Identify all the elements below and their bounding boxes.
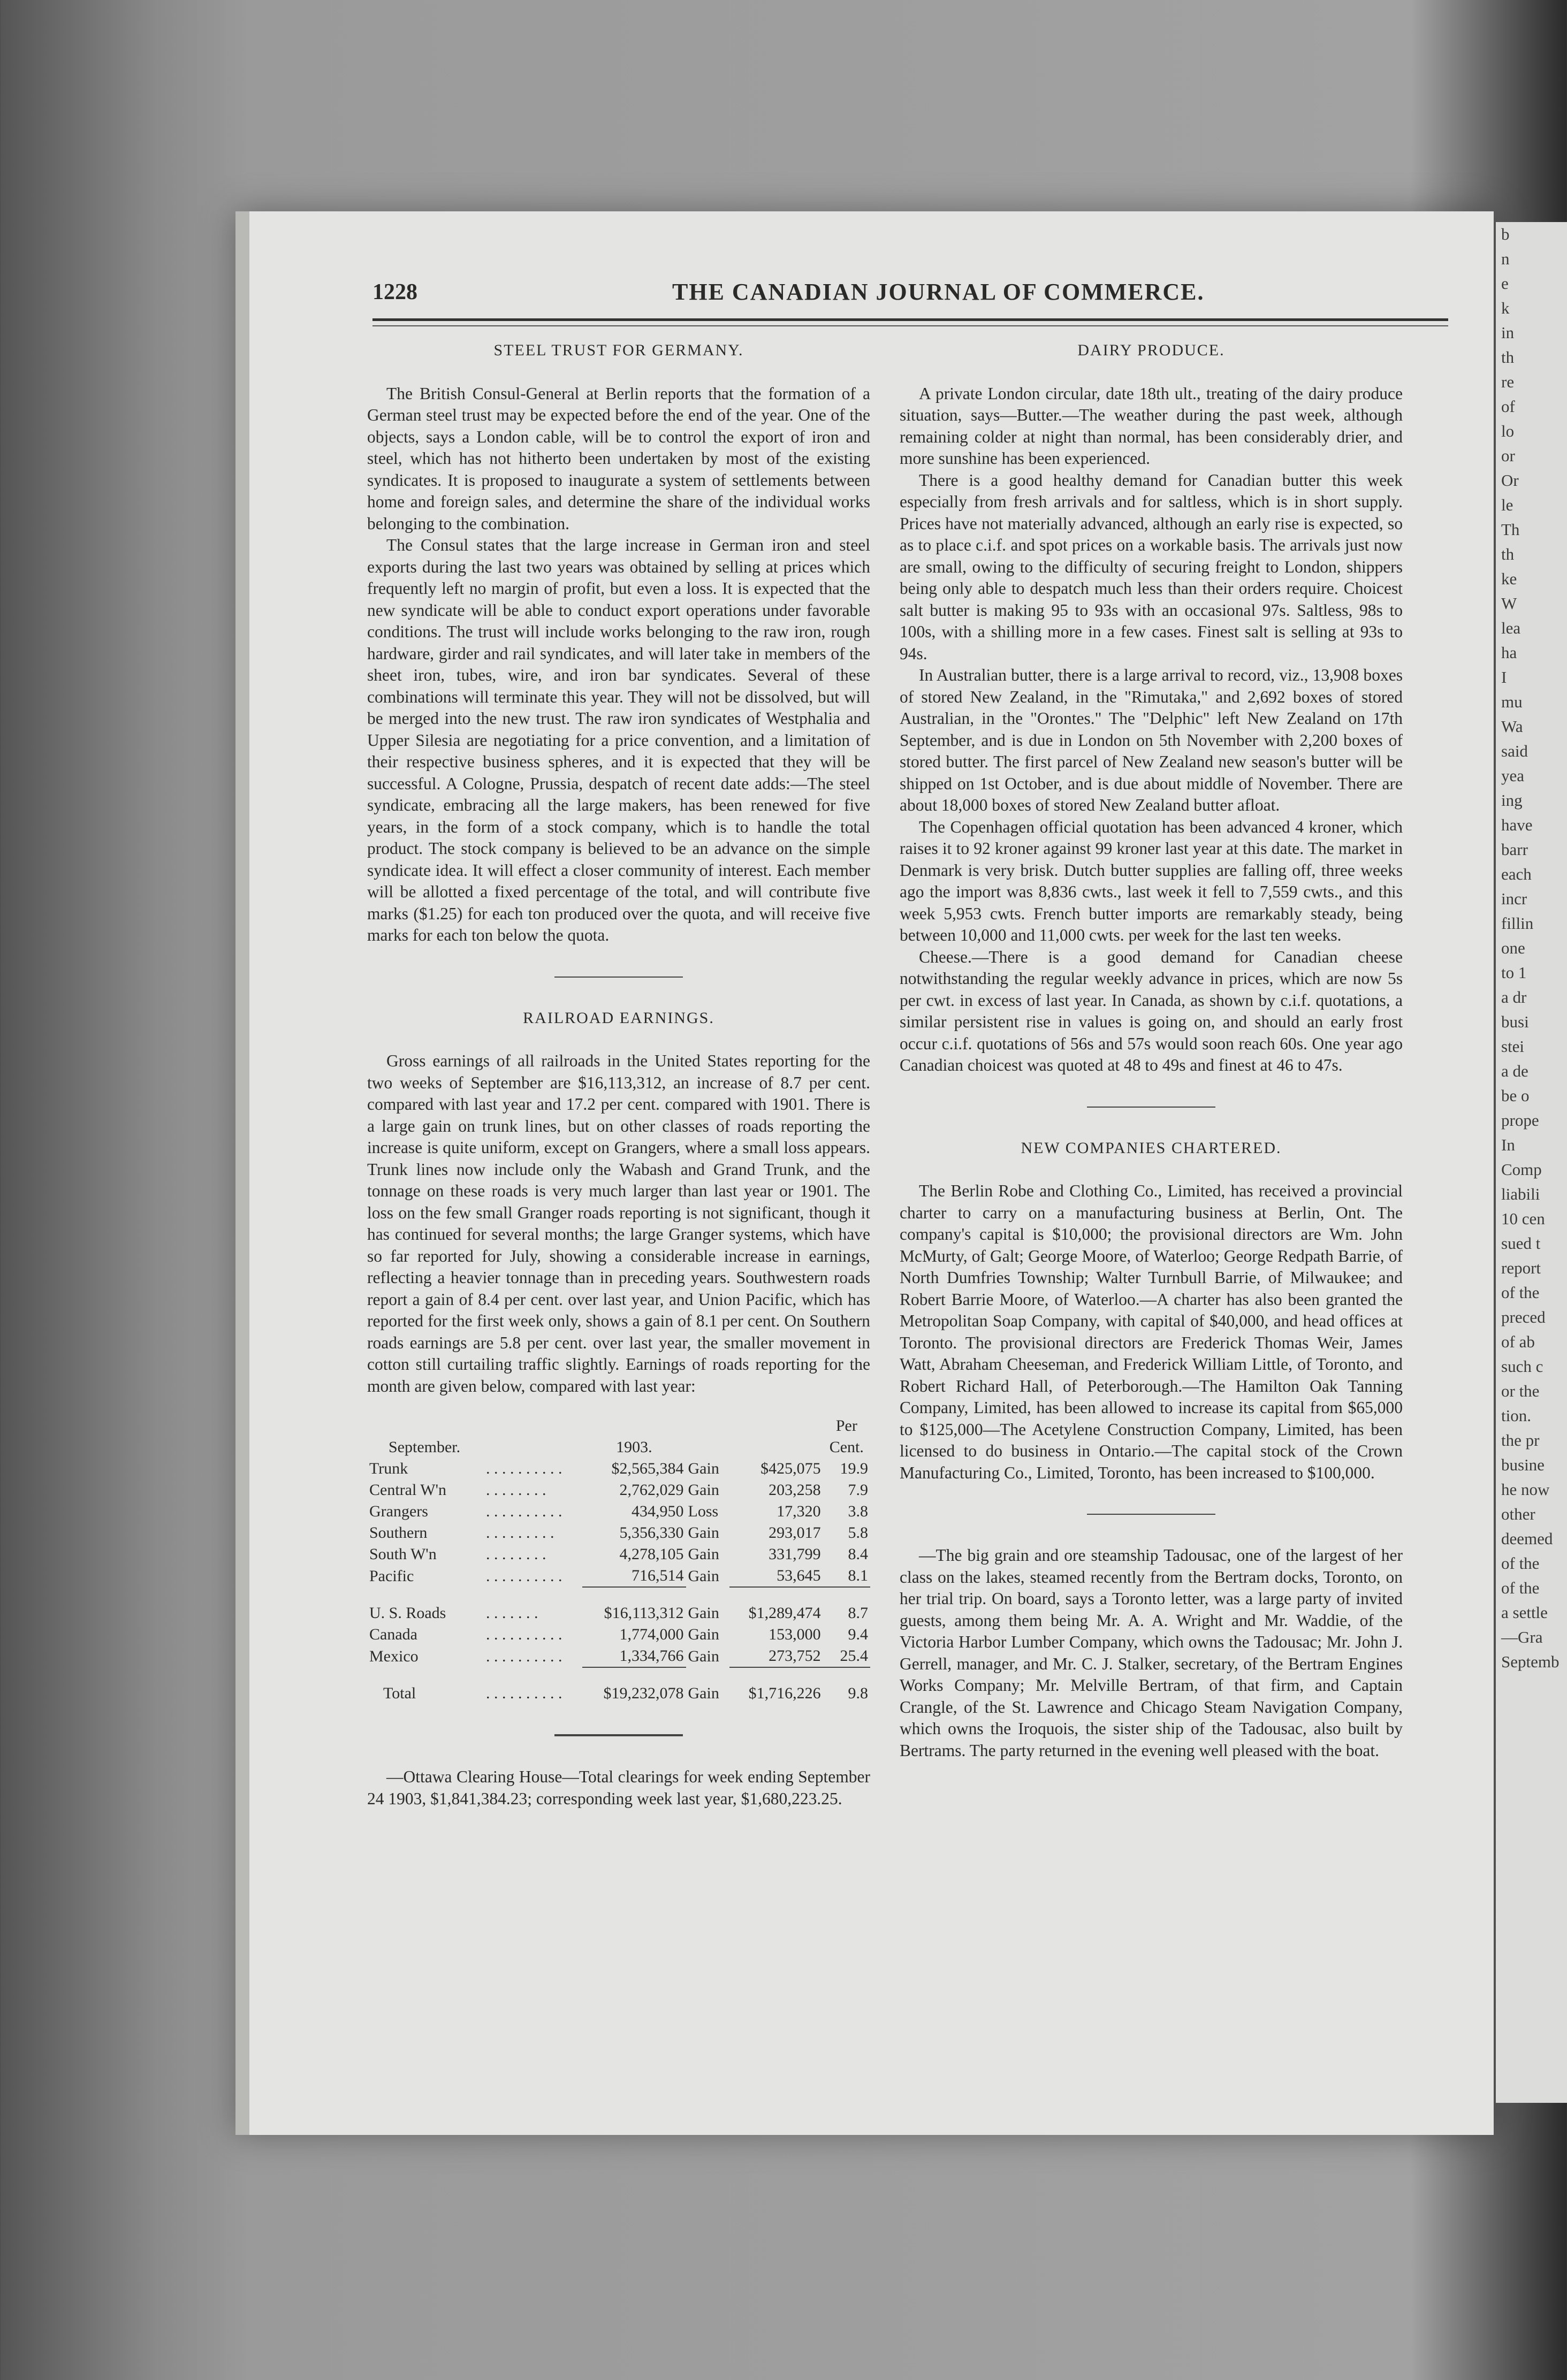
row-1903: 1,334,766 [582,1645,686,1667]
col-head-1903: 1903. [616,1438,652,1456]
adjacent-page-text-fragment: liabili [1501,1185,1540,1203]
steel-trust-heading: STEEL TRUST FOR GERMANY. [493,341,744,359]
table-row [367,1479,870,1501]
dairy-heading: DAIRY PRODUCE. [1077,341,1225,359]
adjacent-page-text-fragment: Wa [1501,717,1523,736]
row-pct: 7.9 [848,1481,868,1499]
row-dir: Gain [688,1545,719,1563]
dairy-paragraph-1: A private London circular, date 18th ult., treating of the dairy produce situation, says—Butter.—The weather during the past week, although remaining colder at night than normal, has been considerably drier, and more sunshine has been experienced. [900,384,1403,468]
adjacent-page-text-fragment: Or [1501,471,1519,490]
adjacent-page-text-fragment: have [1501,815,1533,834]
dairy-paragraph-2: There is a good healthy demand for Canadian butter this week especially from fresh arrivals and for saltless, which is in short supply. Prices have not materially advanced, although an early rise is expected, so as to place c.i.f. and spot prices on a workable basis. The arrivals just now are small, owing to the difficulty of securing freight to London, shippers being only able to despatch much less than their orders require. Choicest salt butter is making 95 to 93s with an occasional 97s. Saltless, 98s to 100s, with a shilling more in a few cases. Finest salt is selling at 93s to 94s. [900,470,1403,663]
table-row [367,1603,870,1624]
adjacent-page-text-fragment: stei [1501,1037,1525,1056]
page-number: 1228 [372,280,417,304]
row-name: Canada [369,1626,417,1643]
row-dots: . . . . . . . . . . [485,1567,562,1585]
row-dots: . . . . . . . . . . [485,1647,562,1665]
row-pct: 25.4 [823,1645,870,1667]
row-dir: Gain [688,1626,719,1643]
row-name: U. S. Roads [369,1604,446,1622]
header-rule-thin [372,325,1448,326]
adjacent-page-text-fragment: —Gra [1501,1628,1543,1646]
row-1903: 4,278,105 [619,1545,684,1563]
adjacent-page-text-fragment: th [1501,545,1515,563]
adjacent-page-text-fragment: said [1501,742,1528,760]
col-head-per: Per [835,1417,857,1435]
journal-page [235,211,1494,2135]
adjacent-page-text-fragment: barr [1501,840,1528,859]
row-name: Grangers [369,1502,428,1520]
adjacent-page-text-fragment: each [1501,865,1532,883]
row-pct: 8.4 [848,1545,868,1563]
row-1903: $16,113,312 [604,1604,684,1622]
row-1903: 1,774,000 [619,1626,684,1643]
adjacent-page-text-fragment: of ab [1501,1332,1535,1351]
right-column [900,334,1403,1761]
row-dir: Loss [688,1502,719,1520]
row-diff: 153,000 [769,1626,821,1643]
row-pct: 5.8 [848,1524,868,1542]
row-dots: . . . . . . . . [485,1481,546,1499]
left-column [367,334,870,1810]
row-name: Mexico [369,1647,419,1665]
row-pct: 9.8 [848,1684,868,1702]
adjacent-page-text-fragment: k [1501,299,1510,317]
adjacent-page-text-fragment: a dr [1501,988,1527,1006]
col-head-september: September. [389,1438,461,1456]
row-dir: Gain [688,1460,719,1477]
row-dir: Gain [688,1604,719,1622]
adjacent-page-text-fragment: ke [1501,569,1517,588]
row-1903: $2,565,384 [611,1460,684,1477]
row-dir: Gain [688,1481,719,1499]
row-dots: . . . . . . . . . . [485,1684,562,1702]
row-pct: 8.1 [823,1565,870,1587]
row-name: Pacific [369,1567,414,1585]
row-diff: 273,752 [729,1645,823,1667]
dairy-paragraph-3: In Australian butter, there is a large arrival to record, viz., 13,908 boxes of stored New Zealand, in the "Rimutaka," and 2,692 boxes of stored Australian, in the "Orontes." The "Delphic" left New Zealand on 17th September, and is due in London on 5th November with 2,200 boxes of stored butter. The first parcel of New Zealand new season's butter will be shipped on 1st October, and is due about middle of November. There are about 18,000 boxes of stored New Zealand butter afloat. [900,666,1403,814]
section-divider [554,1734,683,1736]
adjacent-page-text-fragment: ha [1501,643,1517,662]
railroad-paragraph: Gross earnings of all railroads in the United States reporting for the two weeks of September are $16,113,312, an increase of 8.7 per cent. compared with last year and 17.2 per cent. compared with 1901. There is a large gain on trunk lines, but on other classes of roads reporting the increase is quite uniform, except on Grangers, where a small loss appears. Trunk lines now include only the Wabash and Grand Trunk, and the tonnage on these roads is very much larger than last year or 1901. The loss on the few small Granger roads reporting is not significant, though it has continued for several months; the large Granger systems, which have so far reported for July, showing a considerable increase in earnings, reflecting a heavier tonnage than in preceding years. Southwestern roads report a gain of 8.4 per cent. over last year, and Union Pacific, which has reported for the first week only, shows a gain of 8.1 per cent. On Southern roads earnings are 5.8 per cent. over last year, the smaller movement in cotton still curtailing traffic slightly. Earnings of roads reporting for the month are given below, compared with last year: [367,1051,870,1395]
adjacent-page-text-fragment: b [1501,225,1510,243]
adjacent-page-text-fragment: such c [1501,1357,1543,1376]
tadousac-paragraph: —The big grain and ore steamship Tadousac, one of the largest of her class on the lakes, steamed recently from the Bertram docks, Toronto, on her trial trip. On board, says a Toronto letter, was a large party of invited guests, among them being Mr. A. A. Wright and Mr. Waddie, of the Victoria Harbor Lumber Company, which owns the Tadousac; Mr. John J. Gerrell, manager, and Mr. C. J. Stalker, secretary, of the Bertram Engines Works Company; Mr. Melville Bertram, of that firm, and Captain Crangle, of the St. Lawrence and Chicago Steam Navigation Company, which owns the Iroquois, the sister ship of the Tadousac, also built by Bertrams. The party returned in the evening well pleased with the boat. [900,1546,1403,1760]
row-1903: 434,950 [632,1502,684,1520]
row-1903: $19,232,078 [603,1684,684,1702]
adjacent-page-text-fragment: lea [1501,619,1521,637]
row-dots: . . . . . . . . . . [485,1502,562,1520]
section-divider [554,977,683,978]
row-dir: Gain [688,1684,719,1702]
companies-paragraph: The Berlin Robe and Clothing Co., Limited, has received a provincial charter to carry on a manufacturing business at Berlin, Ont. The company's capital is $10,000; the provisional directors are Wm. John McMurty, of Galt; George Moore, of Waterloo; George Redpath Barrie, of North Dumfries Township; Walter Turnbull Barrie, of Milwaukee; and Robert Barrie Moore, of Waterloo.—A charter has also been granted the Metropolitan Soap Company, with capital of $40,000, and head offices at Toronto. The provisional directors are Frederick Thomas Weir, James Watt, Abraham Cheeseman, and Frederick William Little, of Toronto, and Robert Richard Hall, of Peterborough.—The Hamilton Oak Tanning Company, Limited, has been allowed to increase its capital from $65,000 to $125,000—The Acetylene Construction Company, Limited, has been licensed to do business in Ontario.—The capital stock of the Crown Manufacturing Co., Limited, Toronto, has been increased to $100,000. [900,1181,1403,1482]
row-dots: . . . . . . . [485,1604,538,1622]
adjacent-page-text-fragment: or [1501,446,1515,465]
adjacent-page-fragment [1496,222,1567,2103]
adjacent-page-text-fragment: tion. [1501,1406,1531,1425]
adjacent-page-text-fragment: of [1501,397,1515,416]
adjacent-page-text-fragment: re [1501,372,1515,391]
adjacent-page-text-fragment: In [1501,1135,1515,1154]
adjacent-page-text-fragment: W [1501,594,1517,613]
table-row [367,1522,870,1544]
row-dots: . . . . . . . . . . [485,1626,562,1643]
row-name: Total [383,1684,416,1702]
adjacent-page-text-fragment: n [1501,249,1510,268]
adjacent-page-text-fragment: ing [1501,791,1523,810]
row-diff: $1,716,226 [748,1684,821,1702]
row-dir: Gain [688,1567,719,1585]
row-diff: 53,645 [729,1565,823,1587]
dairy-paragraph-4: The Copenhagen official quotation has been advanced 4 kroner, which raises it to 92 kroner against 99 kroner last year at this date. The market in Denmark is very brisk. Dutch butter supplies are falling off, three weeks ago the import was 8,836 cwts., last week it fell to 7,559 cwts., and this week 5,953 cwts. French butter imports are remarkably steady, being between 10,000 and 11,000 cwts. per week for the last ten weeks. [900,817,1403,944]
adjacent-page-text-fragment: of the [1501,1283,1540,1302]
table-head-row [367,1437,870,1458]
row-diff: $425,075 [760,1460,821,1477]
row-diff: 203,258 [769,1481,821,1499]
adjacent-page-text-fragment: yea [1501,766,1525,785]
adjacent-page-text-fragment: of the [1501,1554,1540,1573]
adjacent-page-text-fragment: lo [1501,422,1515,440]
adjacent-page-text-fragment: sued t [1501,1234,1541,1253]
page-header [372,274,1448,317]
row-pct: 3.8 [848,1502,868,1520]
table-head-row [367,1415,870,1437]
row-1903: 716,514 [582,1565,686,1587]
adjacent-page-text-fragment: deemed [1501,1529,1553,1548]
row-name: South W'n [369,1545,437,1563]
dairy-paragraph-5: Cheese.—There is a good demand for Canadian cheese notwithstanding the regular weekly advance in prices, which are now 5s per cwt. in excess of last year. In Canada, as shown by c.i.f. quotations, a similar persistent rise in values is going on, and should an early frost occur c.i.f. quotations of 56s and 57s would soon reach 60s. One year ago Canadian choicest was quoted at 48 to 49s and finest at 46 to 47s. [900,947,1403,1074]
table-row [367,1501,870,1522]
railroad-heading: RAILROAD EARNINGS. [523,1009,714,1027]
adjacent-page-text-fragment: busine [1501,1455,1545,1474]
adjacent-page-text-fragment: one [1501,939,1525,957]
section-divider [1087,1107,1215,1108]
steel-trust-paragraph-2: The Consul states that the large increase in German iron and steel exports during the last two years was obtained by selling at prices which frequently left no margin of profit, but even a loss. It is expected that the new syndicate will be able to conduct export operations under favorable conditions. The trust will include works belonging to the raw iron, rough hardware, girder and rail syndicates, and will later take in members of the sheet iron, tubes, wire, and iron bar syndicates. Several of these combinations will terminate this year. They will not be dissolved, but will be merged into the new trust. The raw iron syndicates of Westphalia and Upper Silesia are negotiating for a price convention, and a limitation of their respective business spheres, and it is expected that they will be successful. A Cologne, Prussia, despatch of recent date adds:—The steel syndicate, embracing all the large makers, has been renewed for five years, in the form of a stock company, which is to handle the total product. The stock company is believed to be an advance on the simple syndicate idea. It will effect a closer community of interest. Each member will be allotted a fixed percentage of the total, and will contribute five marks ($1.25) for each ton produced over the quota, and will receive five marks for each ton below the quota. [367,536,870,944]
table-row [367,1458,870,1479]
row-diff: 293,017 [769,1524,821,1542]
section-divider [1087,1514,1215,1515]
row-name: Southern [369,1524,428,1542]
adjacent-page-text-fragment: report [1501,1258,1541,1277]
steel-trust-paragraph-1: The British Consul-General at Berlin reports that the formation of a German steel trust may be expected before the end of the year. One of the objects, says a London cable, will be to control the export of iron and steel, which has not hitherto been undertaken by most of the existing syndicates. It is proposed to inaugurate a system of settlements between home and foreign sales, and determine the share of the individual works belonging to the combination. [367,384,870,533]
adjacent-page-text-fragment: in [1501,323,1515,342]
col-head-cent: Cent. [829,1438,864,1456]
adjacent-page-text-fragment: a settle [1501,1603,1548,1622]
row-pct: 19.9 [840,1460,868,1477]
railroad-earnings-table [367,1415,870,1704]
journal-title: THE CANADIAN JOURNAL OF COMMERCE. [672,279,1205,305]
adjacent-page-text-fragment: a de [1501,1062,1528,1080]
row-diff: $1,289,474 [748,1604,821,1622]
row-dots: . . . . . . . . . . [485,1460,562,1477]
companies-heading: NEW COMPANIES CHARTERED. [1021,1139,1282,1157]
ottawa-clearing-paragraph: —Ottawa Clearing House—Total clearings for week ending September 24 1903, $1,841,384.23; corresponding week last year, $1,680,223.25. [367,1767,870,1808]
row-name: Central W'n [369,1481,446,1499]
adjacent-page-text-fragment: he now [1501,1480,1550,1499]
table-row [367,1544,870,1565]
adjacent-page-text-fragment: Septemb [1501,1652,1560,1671]
adjacent-page-text-fragment: e [1501,274,1509,293]
row-name: Trunk [369,1460,408,1477]
adjacent-page-text-fragment: le [1501,495,1513,514]
table-row [367,1565,870,1587]
row-dots: . . . . . . . . [485,1545,546,1563]
table-total-row [367,1683,870,1704]
adjacent-page-text-fragment: incr [1501,889,1527,908]
adjacent-page-text-fragment: to 1 [1501,963,1527,982]
table-row [367,1624,870,1645]
table-row [367,1645,870,1667]
adjacent-page-text-fragment: fillin [1501,914,1534,933]
row-dir: Gain [688,1524,719,1542]
row-pct: 8.7 [848,1604,868,1622]
adjacent-page-text-fragment: Comp [1501,1160,1542,1179]
adjacent-page-text-fragment: or the [1501,1382,1540,1400]
row-pct: 9.4 [848,1626,868,1643]
adjacent-page-text-fragment: Th [1501,520,1520,539]
row-dots: . . . . . . . . . [485,1524,554,1542]
adjacent-page-text-fragment: be o [1501,1086,1530,1105]
row-diff: 331,799 [769,1545,821,1563]
adjacent-page-text-fragment: mu [1501,692,1523,711]
adjacent-page-text-fragment: th [1501,348,1515,367]
header-rule [372,318,1448,321]
adjacent-page-text-fragment: prope [1501,1111,1539,1130]
row-dir: Gain [688,1647,719,1665]
adjacent-page-text-fragment: of the [1501,1578,1540,1597]
adjacent-page-text-fragment: 10 cen [1501,1209,1545,1228]
adjacent-page-text-fragment: preced [1501,1308,1546,1326]
adjacent-page-text-fragment: I [1501,668,1507,686]
adjacent-page-text-fragment: busi [1501,1012,1529,1031]
row-1903: 2,762,029 [619,1481,684,1499]
row-1903: 5,356,330 [619,1524,684,1542]
adjacent-page-text-fragment: other [1501,1505,1535,1523]
row-diff: 17,320 [777,1502,821,1520]
adjacent-page-text-fragment: the pr [1501,1431,1540,1450]
